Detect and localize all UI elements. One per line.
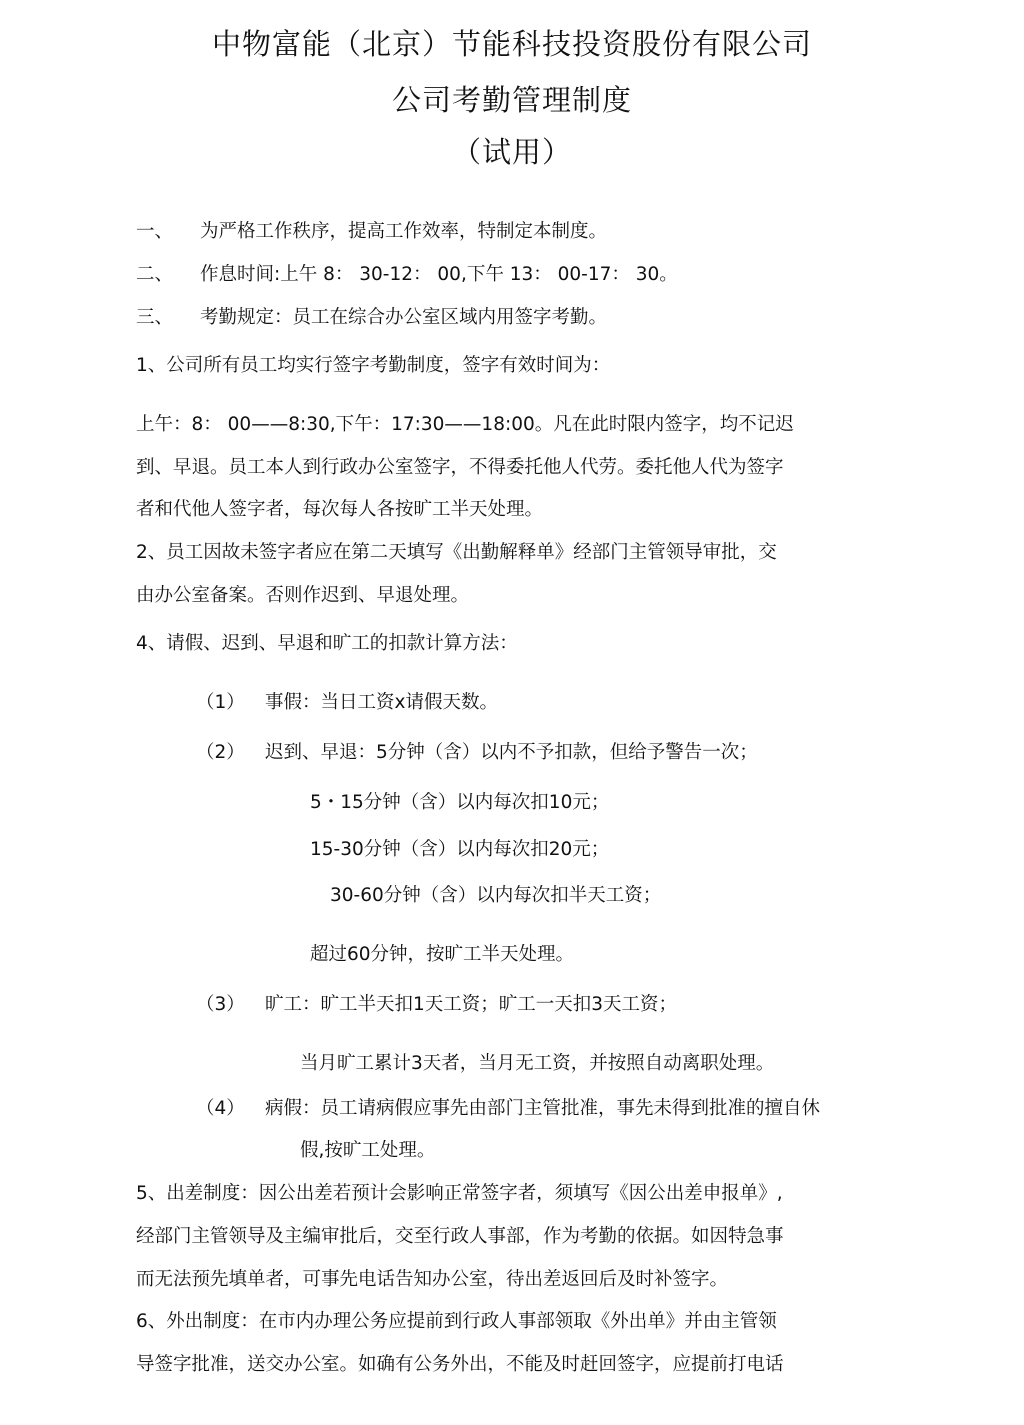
- section-text: 考勤规定：员工在综合办公室区域内用签字考勤。: [200, 307, 608, 328]
- section-text: 为严格工作秩序，提高工作效率，特制定本制度。: [200, 221, 608, 242]
- rule-6-line: 6、外出制度：在市内办理公务应提前到行政人事部领取《外出单》并由主管领: [136, 1311, 777, 1332]
- rule-1-line: 者和代他人签字者，每次每人各按旷工半天处理。: [136, 499, 544, 520]
- penalty-tier: 30-60分钟（含）以内每次扣半天工资；: [330, 885, 662, 906]
- sub-item-text: 迟到、早退：5分钟（含）以内不予扣款，但给予警告一次；: [265, 742, 758, 763]
- penalty-tier: 15-30分钟（含）以内每次扣20元；: [310, 839, 610, 860]
- rule-1-line: 上午：8： 00——8:30,下午：17:30——18:00。凡在此时限内签字，均不记迟: [136, 414, 794, 435]
- sub-item-text: 当月旷工累计3天者，当月无工资，并按照自动离职处理。: [300, 1053, 775, 1074]
- section-text: 作息时间:上午 8： 30-12： 00,下午 13： 00-17： 30。: [200, 264, 678, 285]
- rule-6-line: 导签字批准，送交办公室。如确有公务外出，不能及时赶回签字，应提前打电话: [136, 1354, 784, 1375]
- penalty-tier: 超过60分钟，按旷工半天处理。: [310, 944, 575, 965]
- sub-item-number: （1）: [196, 692, 245, 713]
- sub-item-text: 旷工：旷工半天扣1天工资；旷工一天扣3天工资；: [265, 994, 678, 1015]
- rule-4-title: 4、请假、迟到、早退和旷工的扣款计算方法：: [136, 633, 518, 654]
- rule-5-line: 5、出差制度：因公出差若预计会影响正常签字者，须填写《因公出差申报单》,: [136, 1183, 783, 1204]
- sub-item-number: （3）: [196, 994, 245, 1015]
- document-status: （试用）: [451, 135, 572, 169]
- sub-item-text: 事假：当日工资x请假天数。: [265, 692, 498, 713]
- rule-5-line: 经部门主管领导及主编审批后，交至行政人事部，作为考勤的依据。如因特急事: [136, 1226, 784, 1247]
- sub-item-number: （2）: [196, 742, 245, 763]
- rule-1-line: 1、公司所有员工均实行签字考勤制度，签字有效时间为：: [136, 355, 611, 376]
- section-number: 三、: [136, 307, 174, 328]
- rule-1-line: 到、早退。员工本人到行政办公室签字，不得委托他人代劳。委托他人代为签字: [136, 457, 784, 478]
- penalty-tier: 5・15分钟（含）以内每次扣10元；: [310, 792, 610, 813]
- sub-item-text: 病假：员工请病假应事先由部门主管批准，事先未得到批准的擅自休: [265, 1098, 821, 1119]
- sub-item-number: （4）: [196, 1098, 245, 1119]
- sub-item-text: 假,按旷工处理。: [300, 1140, 436, 1161]
- rule-2-line: 2、员工因故未签字者应在第二天填写《出勤解释单》经部门主管领导审批，交: [136, 542, 777, 563]
- document-title: 公司考勤管理制度: [391, 83, 632, 117]
- section-number: 二、: [136, 264, 174, 285]
- section-number: 一、: [136, 221, 174, 242]
- company-name: 中物富能（北京）节能科技投资股份有限公司: [211, 27, 812, 61]
- rule-5-line: 而无法预先填单者，可事先电话告知办公室，待出差返回后及时补签字。: [136, 1269, 729, 1290]
- rule-2-line: 由办公室备案。否则作迟到、早退处理。: [136, 585, 470, 606]
